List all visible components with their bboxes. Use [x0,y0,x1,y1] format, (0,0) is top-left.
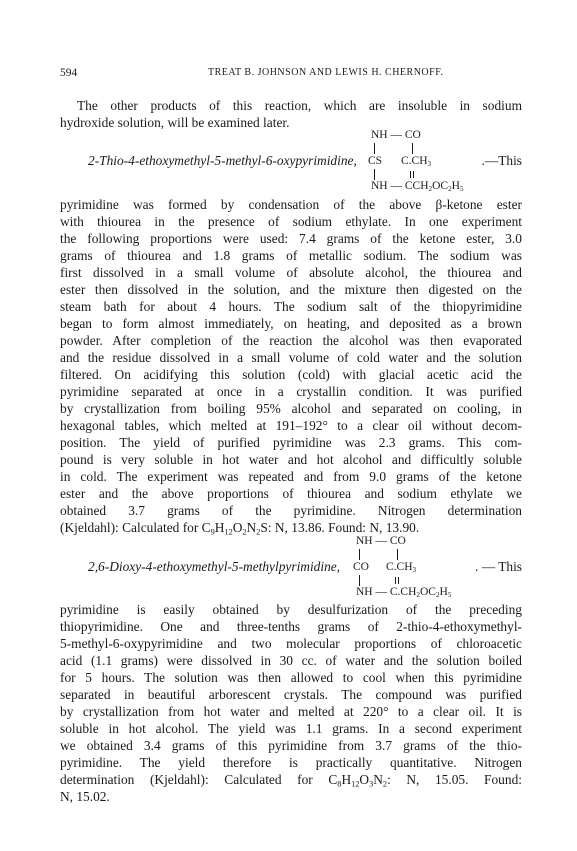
para2-line: with thiourea in the presence of sodium ethylate. In one experiment [60,214,522,229]
bond-left [359,549,360,560]
para3-line: 5-methyl-6-oxypyrimidine and two molecular proportions of chloroacetic [60,636,522,651]
para2-line: grams of thiourea and 1.8 grams of metallic sodium. The sodium was [60,248,522,263]
para3-line: acid (1.1 grams) were dissolved in 30 cc. of water and the solution boiled [60,653,522,668]
formula-top-row: NH — CO [356,535,406,547]
para2-line: steam bath for about 4 hours. The sodium salt of the thiopyrimidine [60,299,522,314]
para2-line: pyrimidine was formed by condensation of the above β-ketone ester [60,197,522,212]
running-header [60,67,522,81]
formula-left-atom: CS [368,155,383,167]
para3-line: N, 15.02. [60,789,110,804]
para2-line: obtained 3.7 grams of the pyrimidine. Nitrogen determination [60,503,522,518]
double-bond [410,171,414,178]
formula-top-row: NH — CO [371,129,421,141]
para2-line: hexagonal tables, which melted at 191–192° to a clear oil without decom- [60,418,522,433]
para2-line: by crystallization from boiling 95% alcohol and separated on cooling, in [60,401,522,416]
compound-name: 2,6-Dioxy-4-ethoxymethyl-5-methylpyrimidine, [88,559,341,574]
para2-line: ester then dissolved in the solution, and the mixture then digested on the [60,282,522,297]
running-title: TREAT B. JOHNSON AND LEWIS H. CHERNOFF. [208,67,444,78]
para2-line: in cold. The experiment was repeated and from 9.0 grams of the ketone [60,469,522,484]
formula-this: .—This [481,153,522,168]
para2-line: pyrimidine separated at once in a crystallin condition. It was purified [60,384,522,399]
para2-line: position. The yield of purified pyrimidine was 2.3 grams. This com- [60,435,522,450]
para3-line: pyrimidine is easily obtained by desulfurization of the preceding [60,602,522,617]
para3-calc-line: determination (Kjeldahl): Calculated for $C_8H_{12}O_3N_2$: N, 15.05. Found: [60,772,522,789]
double-bond [395,577,399,584]
para3-line: we obtained 3.4 grams of this pyrimidine from 3.7 grams of the thio- [60,738,522,753]
para2-calc-line: (Kjeldahl): Calculated for $C_9H_{12}O_2N_2S$: N, 13.86. Found: N, 13.90. [60,520,420,537]
formula-bottom-row: NH — $CCH_2OC_2H_5$ [371,180,464,194]
formula-left-atom: CO [353,561,369,573]
para2-line: ester and the above proportions of thiourea and sodium ethylate we [60,486,522,501]
para3-line: by crystallization from hot water and melted at 220° to a clear oil. It is [60,704,522,719]
formula-right-group: $C.CH_3$ [386,561,417,575]
page-number: 594 [60,67,78,79]
bond-left [374,169,375,180]
formula-bottom-row: NH — $C.CH_2OC_2H_5$ [356,586,452,600]
para3-line: separated in beautiful arborescent crystals. The compound was purified [60,687,522,702]
bond-right [397,549,398,560]
para3-line: soluble in hot alcohol. The yield was 1.1 grams. In a second experiment [60,721,522,736]
para2-line: powder. After completion of the reaction the alcohol was then evaporated [60,333,522,348]
para2-line: the following proportions were used: 7.4 grams of the ketone ester, 3.0 [60,231,522,246]
para3-line: pyrimidine. The yield therefore is practically quantitative. Nitrogen [60,755,522,770]
para2-line: and the residue dissolved in a small volume of cold water and the solution [60,350,522,365]
bond-left [374,143,375,154]
formula-this: . — This [475,559,522,574]
compound-name: 2-Thio-4-ethoxymethyl-5-methyl-6-oxypyrimidine, [88,153,357,168]
formula-right-group: $C.CH_3$ [401,155,432,169]
para1-line: The other products of this reaction, which are insoluble in sodium [77,98,522,113]
para1-line: hydroxide solution, will be examined later. [60,115,290,130]
bond-left [359,575,360,586]
para2-line: pound is very soluble in hot water and hot alcohol and difficultly soluble [60,452,522,467]
para3-line: for 5 hours. The solution was then allowed to cool when this pyrimidine [60,670,522,685]
para2-line: filtered. On acidifying this solution (cold) with glacial acetic acid the [60,367,522,382]
bond-right [412,143,413,154]
para2-line: began to form almost immediately, on heating, and deposited as a brown [60,316,522,331]
para3-line: thiopyrimidine. One and three-tenths grams of 2-thio-4-ethoxymethyl- [60,619,522,634]
para2-line: first dissolved in a small volume of absolute alcohol, the thiourea and [60,265,522,280]
